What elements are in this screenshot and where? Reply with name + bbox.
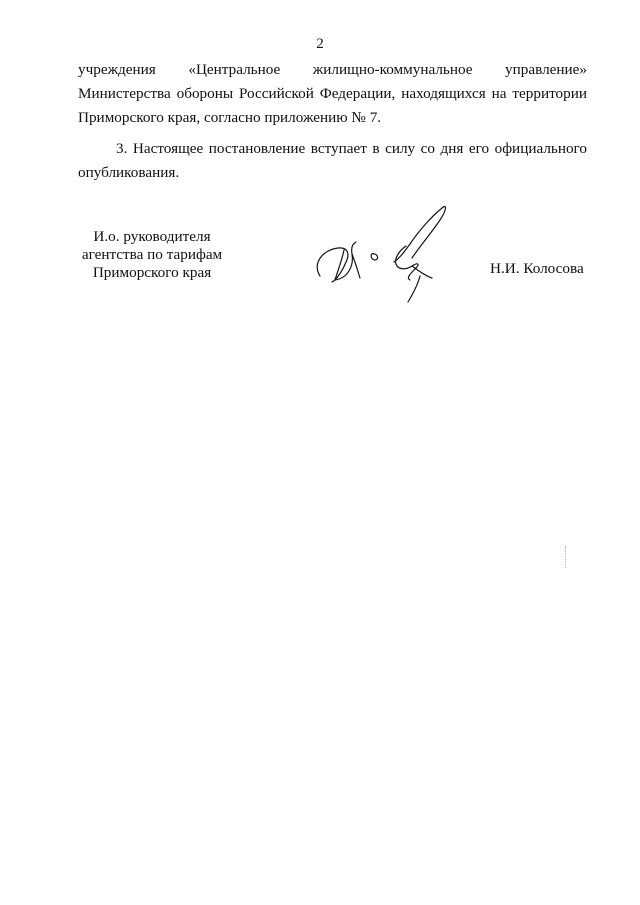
handwritten-signature <box>308 202 458 307</box>
scan-artifact <box>565 546 567 568</box>
paragraph-effective-date: 3. Настоящее постановление вступает в силу со дня его официального опубликования. <box>78 140 587 181</box>
signer-name: Н.И. Колосова <box>490 260 584 277</box>
signer-position-line: Приморского края <box>92 264 212 281</box>
page-number: 2 <box>316 36 324 52</box>
paragraph-continuation: учреждения «Центральное жилищно-коммунальное управление» Министерства обороны Российской Федерации, находящихся на территории Приморского края, согласно приложению № 7. <box>78 61 587 126</box>
signer-position <box>72 228 232 282</box>
signer-position-line: И.о. руководителя <box>93 228 211 245</box>
signer-position-line: агентства по тарифам <box>81 246 223 263</box>
